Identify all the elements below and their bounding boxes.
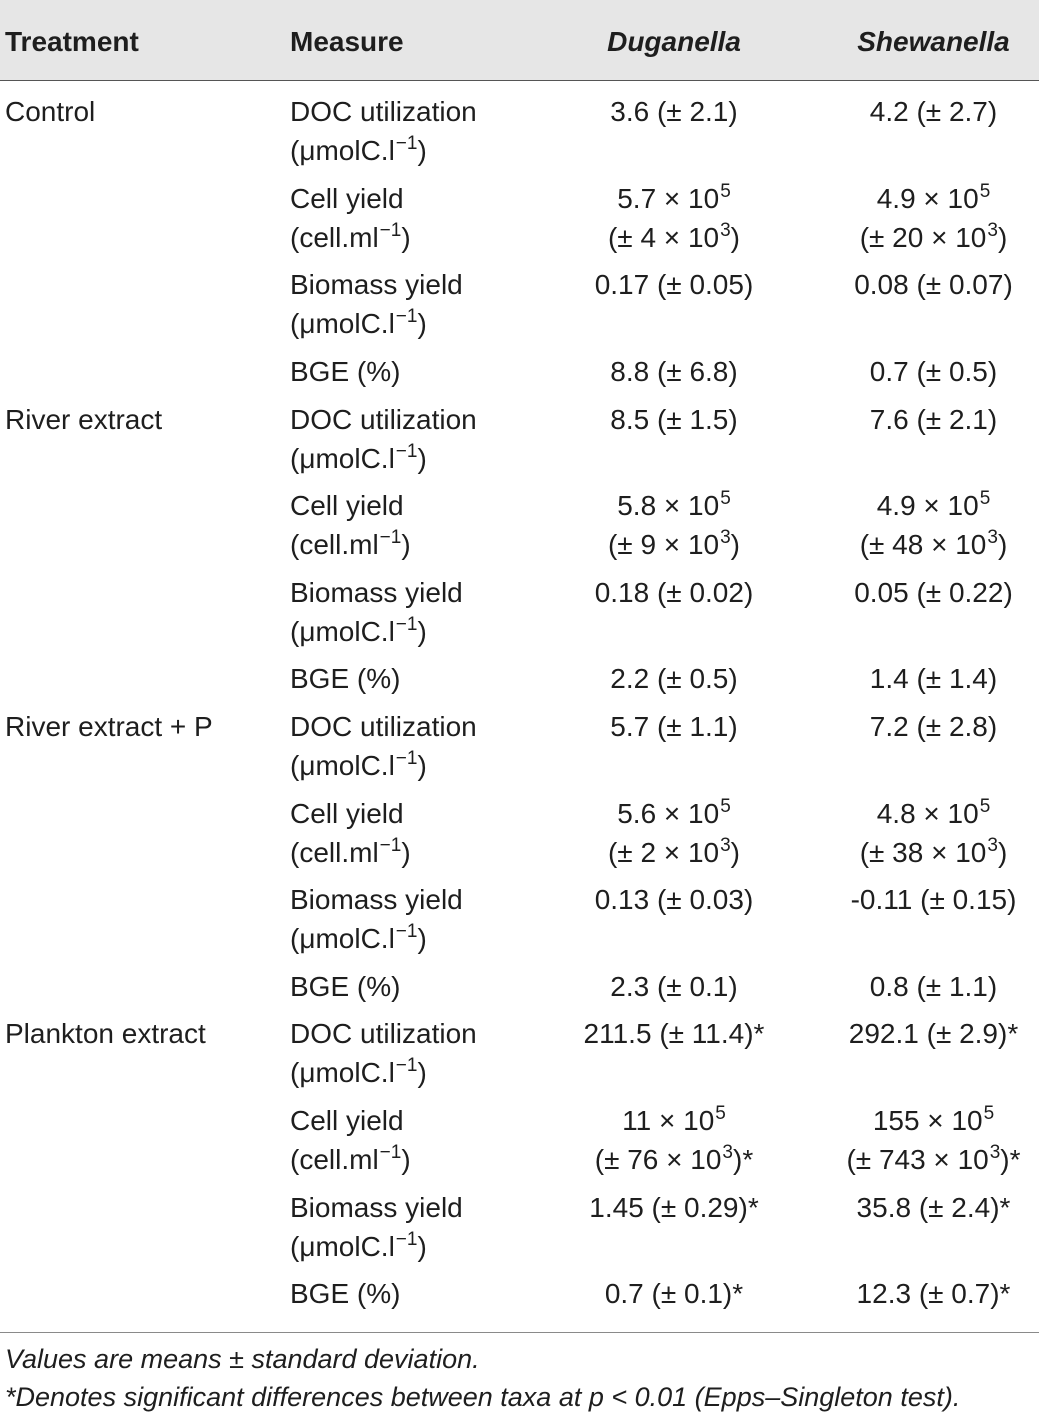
measure-unit-text: (cell.ml	[290, 836, 379, 868]
shewanella-value-text: 292.1 (± 2.9)*	[848, 1018, 1019, 1050]
duganella-value	[558, 352, 790, 391]
duganella-value	[558, 179, 790, 218]
measure-unit-suffix: )	[417, 135, 427, 167]
shewanella-value	[828, 1188, 1039, 1227]
shewanella-value-exponent: 5	[979, 180, 991, 202]
shewanella-value-exponent: 3	[987, 527, 998, 549]
table-row-river-extract-p-cell-yield	[0, 789, 1039, 876]
measure-unit-text: (cell.ml	[290, 221, 379, 253]
table-row-river-extract-p-biomass-yield	[0, 876, 1039, 963]
duganella-value-text: 8.8 (± 6.8)	[610, 356, 738, 388]
measure-unit-exponent: −1	[379, 834, 402, 856]
treatment-cell	[0, 573, 285, 651]
duganella-value-exponent: 3	[720, 219, 731, 241]
header-duganella: Duganella	[607, 26, 741, 57]
shewanella-value	[828, 1101, 1039, 1140]
measure-unit-text: (μmolC.l	[290, 615, 395, 647]
measure-unit	[290, 1053, 558, 1092]
measure-unit-exponent: −1	[379, 1142, 402, 1164]
treatment-cell	[0, 400, 285, 478]
duganella-value-exponent: 5	[720, 180, 731, 202]
duganella-value	[558, 218, 790, 257]
duganella-value-suffix: )	[730, 221, 740, 253]
measure-unit	[290, 612, 558, 651]
shewanella-value	[828, 218, 1039, 257]
duganella-value-text: 0.18 (± 0.02)	[594, 576, 754, 608]
measure-unit-text: (μmolC.l	[290, 308, 395, 340]
shewanella-value-cell	[790, 265, 1039, 343]
shewanella-value	[828, 659, 1039, 698]
duganella-value-text: 3.6 (± 2.1)	[610, 96, 738, 128]
measure-unit	[290, 439, 558, 478]
duganella-value-text: 2.2 (± 0.5)	[610, 663, 738, 695]
shewanella-value-text: 155 × 10	[872, 1105, 983, 1137]
measure-unit-exponent: −1	[395, 306, 418, 328]
duganella-value	[558, 794, 790, 833]
measure-cell	[285, 880, 558, 958]
duganella-value-cell	[558, 1274, 790, 1313]
measure-label: DOC utilization	[290, 711, 477, 743]
duganella-value-cell	[558, 1014, 790, 1092]
measure-unit-suffix: )	[401, 221, 411, 253]
shewanella-value-suffix: )	[997, 836, 1008, 868]
treatment-cell	[0, 1188, 285, 1266]
measure-cell	[285, 707, 558, 785]
table-row-control-doc-utilization	[0, 88, 1039, 175]
footnote-values: Values are means ± standard deviation.	[5, 1343, 480, 1374]
shewanella-value-cell	[790, 352, 1039, 391]
duganella-value	[558, 1140, 790, 1179]
duganella-value-text: 5.7 × 10	[617, 182, 720, 214]
duganella-value-text: (± 76 × 10	[594, 1144, 722, 1176]
measure-unit-suffix: )	[417, 1057, 427, 1089]
measure-unit-text: (μmolC.l	[290, 1230, 395, 1262]
duganella-value	[558, 525, 790, 564]
measure-unit-suffix: )	[417, 750, 427, 782]
duganella-value	[558, 265, 790, 304]
shewanella-value-text: (± 743 × 10	[846, 1144, 989, 1176]
measure-unit-exponent: −1	[395, 613, 418, 635]
duganella-value-suffix: )	[730, 529, 740, 561]
duganella-value-exponent: 3	[722, 1142, 733, 1164]
treatment-cell	[0, 1014, 285, 1092]
treatment-cell	[0, 794, 285, 872]
header-shewanella: Shewanella	[857, 26, 1010, 57]
measure-cell	[285, 400, 558, 478]
measure-unit-suffix: )	[417, 308, 427, 340]
measure-unit-text: (μmolC.l	[290, 442, 395, 474]
shewanella-value-exponent: 5	[979, 488, 991, 510]
footnote-significance: *Denotes significant differences between taxa at p < 0.01 (Epps–Singleton test).	[5, 1381, 961, 1412]
treatment-cell	[0, 659, 285, 698]
shewanella-value-exponent: 3	[987, 834, 998, 856]
duganella-value-cell	[558, 659, 790, 698]
treatment-cell	[0, 352, 285, 391]
duganella-value	[558, 967, 790, 1006]
measure-unit	[290, 1227, 558, 1266]
duganella-value	[558, 833, 790, 872]
shewanella-value-text: 0.7 (± 0.5)	[869, 356, 998, 388]
duganella-value-text: 2.3 (± 0.1)	[610, 970, 738, 1002]
shewanella-value-exponent: 3	[989, 1142, 1001, 1164]
duganella-value-cell	[558, 486, 790, 564]
measure-unit-exponent: −1	[395, 1228, 418, 1250]
table-row-river-extract-bge	[0, 655, 1039, 703]
measure-unit-text: (μmolC.l	[290, 750, 395, 782]
shewanella-value-text: 4.9 × 10	[876, 490, 979, 522]
shewanella-value-text: 35.8 (± 2.4)*	[856, 1191, 1011, 1223]
table-row-river-extract-cell-yield	[0, 482, 1039, 569]
table-row-plankton-extract-biomass-yield	[0, 1183, 1039, 1270]
shewanella-value-cell	[790, 1274, 1039, 1313]
shewanella-value-cell	[790, 486, 1039, 564]
duganella-value-text: 0.13 (± 0.03)	[594, 884, 754, 916]
measure-unit-exponent: −1	[395, 133, 418, 155]
measure-unit-text: (μmolC.l	[290, 135, 395, 167]
shewanella-value-cell	[790, 967, 1039, 1006]
measure-unit	[290, 218, 558, 257]
measure-label: BGE (%)	[290, 356, 401, 388]
treatment-cell	[0, 265, 285, 343]
measure-unit-text: (cell.ml	[290, 1144, 379, 1176]
measure-label: Cell yield	[290, 182, 404, 214]
duganella-value-cell	[558, 794, 790, 872]
treatment-label: River extract	[5, 403, 163, 435]
table-row-plankton-extract-bge	[0, 1270, 1039, 1318]
duganella-value	[558, 659, 790, 698]
duganella-value-text: 5.6 × 10	[617, 797, 720, 829]
measure-unit	[290, 746, 558, 785]
measure-unit-text: (μmolC.l	[290, 923, 395, 955]
shewanella-value-cell	[790, 707, 1039, 785]
measure-cell	[285, 92, 558, 170]
measure-unit-exponent: −1	[395, 1055, 418, 1077]
table-row-river-extract-p-doc-utilization	[0, 703, 1039, 790]
duganella-value-exponent: 5	[720, 488, 731, 510]
shewanella-value-cell	[790, 573, 1039, 651]
table-row-control-cell-yield	[0, 175, 1039, 262]
shewanella-value	[828, 525, 1039, 564]
duganella-value	[558, 1188, 790, 1227]
duganella-value	[558, 486, 790, 525]
duganella-value-text: 211.5 (± 11.4)*	[583, 1018, 765, 1050]
header-treatment: Treatment	[5, 26, 139, 57]
duganella-value-cell	[558, 880, 790, 958]
duganella-value-suffix: )	[730, 836, 740, 868]
shewanella-value-cell	[790, 659, 1039, 698]
measure-label: Biomass yield	[290, 1191, 463, 1223]
duganella-value-cell	[558, 352, 790, 391]
measure-cell	[285, 967, 558, 1006]
duganella-value-cell	[558, 967, 790, 1006]
measure-unit-exponent: −1	[379, 527, 402, 549]
shewanella-value	[828, 1014, 1039, 1053]
measure-unit-exponent: −1	[395, 748, 418, 770]
shewanella-value	[828, 794, 1039, 833]
duganella-value-text: 11 × 10	[622, 1105, 715, 1137]
duganella-value-text: 8.5 (± 1.5)	[610, 403, 738, 435]
measure-cell	[285, 179, 558, 257]
duganella-value-text: 0.17 (± 0.05)	[594, 269, 754, 301]
duganella-value-cell	[558, 400, 790, 478]
measure-unit	[290, 131, 558, 170]
measure-label: Biomass yield	[290, 884, 463, 916]
shewanella-value-text: 0.08 (± 0.07)	[854, 269, 1013, 301]
shewanella-value-exponent: 5	[979, 795, 991, 817]
treatment-cell	[0, 1101, 285, 1179]
shewanella-value-cell	[790, 880, 1039, 958]
shewanella-value	[828, 352, 1039, 391]
shewanella-value	[828, 707, 1039, 746]
measure-unit-exponent: −1	[395, 440, 418, 462]
duganella-value-text: (± 2 × 10	[607, 836, 720, 868]
measure-unit	[290, 833, 558, 872]
shewanella-value-suffix: )*	[1000, 1144, 1021, 1176]
measure-cell	[285, 573, 558, 651]
duganella-value-cell	[558, 1188, 790, 1266]
shewanella-value	[828, 179, 1039, 218]
shewanella-value-exponent: 5	[983, 1103, 995, 1125]
table-body	[0, 81, 1039, 1318]
duganella-value-cell	[558, 265, 790, 343]
shewanella-value-text: 0.05 (± 0.22)	[854, 576, 1013, 608]
shewanella-value	[828, 880, 1039, 919]
duganella-value-text: 5.7 (± 1.1)	[610, 711, 738, 743]
shewanella-value	[828, 573, 1039, 612]
treatment-label: Plankton extract	[5, 1018, 206, 1050]
treatment-cell	[0, 880, 285, 958]
shewanella-value-text: -0.11 (± 0.15)	[850, 884, 1017, 916]
header-measure: Measure	[290, 26, 404, 57]
duganella-value-cell	[558, 1101, 790, 1179]
measure-unit-suffix: )	[417, 923, 427, 955]
measure-unit-suffix: )	[417, 442, 427, 474]
measure-cell	[285, 486, 558, 564]
duganella-value-text: 0.7 (± 0.1)*	[604, 1278, 744, 1310]
shewanella-value-cell	[790, 400, 1039, 478]
measure-cell	[285, 1101, 558, 1179]
duganella-value-exponent: 5	[720, 795, 731, 817]
duganella-value-cell	[558, 92, 790, 170]
measure-unit-suffix: )	[401, 836, 411, 868]
measure-unit-suffix: )	[401, 1144, 411, 1176]
duganella-value-cell	[558, 573, 790, 651]
measure-cell	[285, 265, 558, 343]
measure-label: Biomass yield	[290, 269, 463, 301]
shewanella-value	[828, 265, 1039, 304]
measure-unit-suffix: )	[401, 529, 411, 561]
shewanella-value-cell	[790, 179, 1039, 257]
duganella-value-exponent: 3	[720, 834, 731, 856]
duganella-value	[558, 880, 790, 919]
treatment-cell	[0, 486, 285, 564]
table-row-plankton-extract-doc-utilization	[0, 1010, 1039, 1097]
treatment-cell	[0, 967, 285, 1006]
shewanella-value-text: 12.3 (± 0.7)*	[856, 1278, 1011, 1310]
table-row-river-extract-doc-utilization	[0, 395, 1039, 482]
measure-cell	[285, 1274, 558, 1313]
duganella-value-text: 5.8 × 10	[617, 490, 720, 522]
shewanella-value-suffix: )	[997, 529, 1008, 561]
shewanella-value-suffix: )	[997, 221, 1008, 253]
measure-unit-exponent: −1	[379, 219, 402, 241]
table-header	[0, 0, 1039, 81]
duganella-value	[558, 400, 790, 439]
measure-unit-text: (cell.ml	[290, 529, 379, 561]
duganella-value	[558, 573, 790, 612]
measure-label: Cell yield	[290, 797, 404, 829]
table-row-control-biomass-yield	[0, 261, 1039, 348]
shewanella-value-text: 7.2 (± 2.8)	[869, 711, 998, 743]
table-row-control-bge	[0, 348, 1039, 396]
treatment-cell	[0, 179, 285, 257]
shewanella-value	[828, 486, 1039, 525]
measure-label: DOC utilization	[290, 403, 477, 435]
shewanella-value	[828, 967, 1039, 1006]
measure-label: BGE (%)	[290, 663, 401, 695]
duganella-value-text: (± 4 × 10	[607, 221, 720, 253]
measure-unit	[290, 304, 558, 343]
duganella-value-cell	[558, 707, 790, 785]
duganella-value-suffix: )*	[733, 1144, 754, 1176]
measure-cell	[285, 1188, 558, 1266]
shewanella-value-text: 4.2 (± 2.7)	[869, 96, 998, 128]
duganella-value	[558, 1014, 790, 1053]
duganella-value	[558, 1274, 790, 1313]
duganella-value-cell	[558, 179, 790, 257]
table-footnotes	[0, 1333, 1039, 1416]
duganella-value-text: 1.45 (± 0.29)*	[589, 1191, 759, 1223]
measure-unit	[290, 919, 558, 958]
measure-unit-suffix: )	[417, 615, 427, 647]
treatment-cell	[0, 92, 285, 170]
duganella-value-exponent: 3	[720, 527, 731, 549]
shewanella-value-text: (± 20 × 10	[859, 221, 987, 253]
measure-unit-exponent: −1	[395, 921, 418, 943]
duganella-value-text: (± 9 × 10	[607, 529, 720, 561]
table-row-river-extract-biomass-yield	[0, 569, 1039, 656]
measure-label: Biomass yield	[290, 576, 463, 608]
treatment-cell	[0, 1274, 285, 1313]
shewanella-value-exponent: 3	[987, 219, 998, 241]
shewanella-value	[828, 833, 1039, 872]
measure-label: Cell yield	[290, 1105, 404, 1137]
measure-label: DOC utilization	[290, 1018, 477, 1050]
measure-unit-text: (μmolC.l	[290, 1057, 395, 1089]
treatment-label: Control	[5, 96, 96, 128]
measure-unit	[290, 525, 558, 564]
shewanella-value-cell	[790, 1014, 1039, 1092]
shewanella-value	[828, 1274, 1039, 1313]
duganella-value-exponent: 5	[715, 1103, 726, 1125]
shewanella-value-text: 0.8 (± 1.1)	[869, 970, 998, 1002]
duganella-value	[558, 92, 790, 131]
table-row-river-extract-p-bge	[0, 963, 1039, 1011]
measure-label: DOC utilization	[290, 96, 477, 128]
measure-cell	[285, 352, 558, 391]
treatment-label: River extract + P	[5, 711, 213, 743]
measure-label: Cell yield	[290, 490, 404, 522]
shewanella-value-text: 4.8 × 10	[876, 797, 979, 829]
measure-cell	[285, 794, 558, 872]
shewanella-value-text: 1.4 (± 1.4)	[869, 663, 998, 695]
treatment-cell	[0, 707, 285, 785]
shewanella-value-cell	[790, 1101, 1039, 1179]
measure-unit-suffix: )	[417, 1230, 427, 1262]
shewanella-value	[828, 92, 1039, 131]
shewanella-value-text: (± 48 × 10	[859, 529, 987, 561]
table-row-plankton-extract-cell-yield	[0, 1097, 1039, 1184]
measure-cell	[285, 1014, 558, 1092]
measure-cell	[285, 659, 558, 698]
shewanella-value-text: 4.9 × 10	[876, 182, 979, 214]
duganella-value	[558, 1101, 790, 1140]
shewanella-value-cell	[790, 1188, 1039, 1266]
measure-label: BGE (%)	[290, 1278, 401, 1310]
shewanella-value	[828, 400, 1039, 439]
shewanella-value	[828, 1140, 1039, 1179]
shewanella-value-text: (± 38 × 10	[859, 836, 987, 868]
measure-unit	[290, 1140, 558, 1179]
shewanella-value-cell	[790, 92, 1039, 170]
duganella-value	[558, 707, 790, 746]
measure-label: BGE (%)	[290, 970, 401, 1002]
shewanella-value-cell	[790, 794, 1039, 872]
shewanella-value-text: 7.6 (± 2.1)	[869, 403, 998, 435]
